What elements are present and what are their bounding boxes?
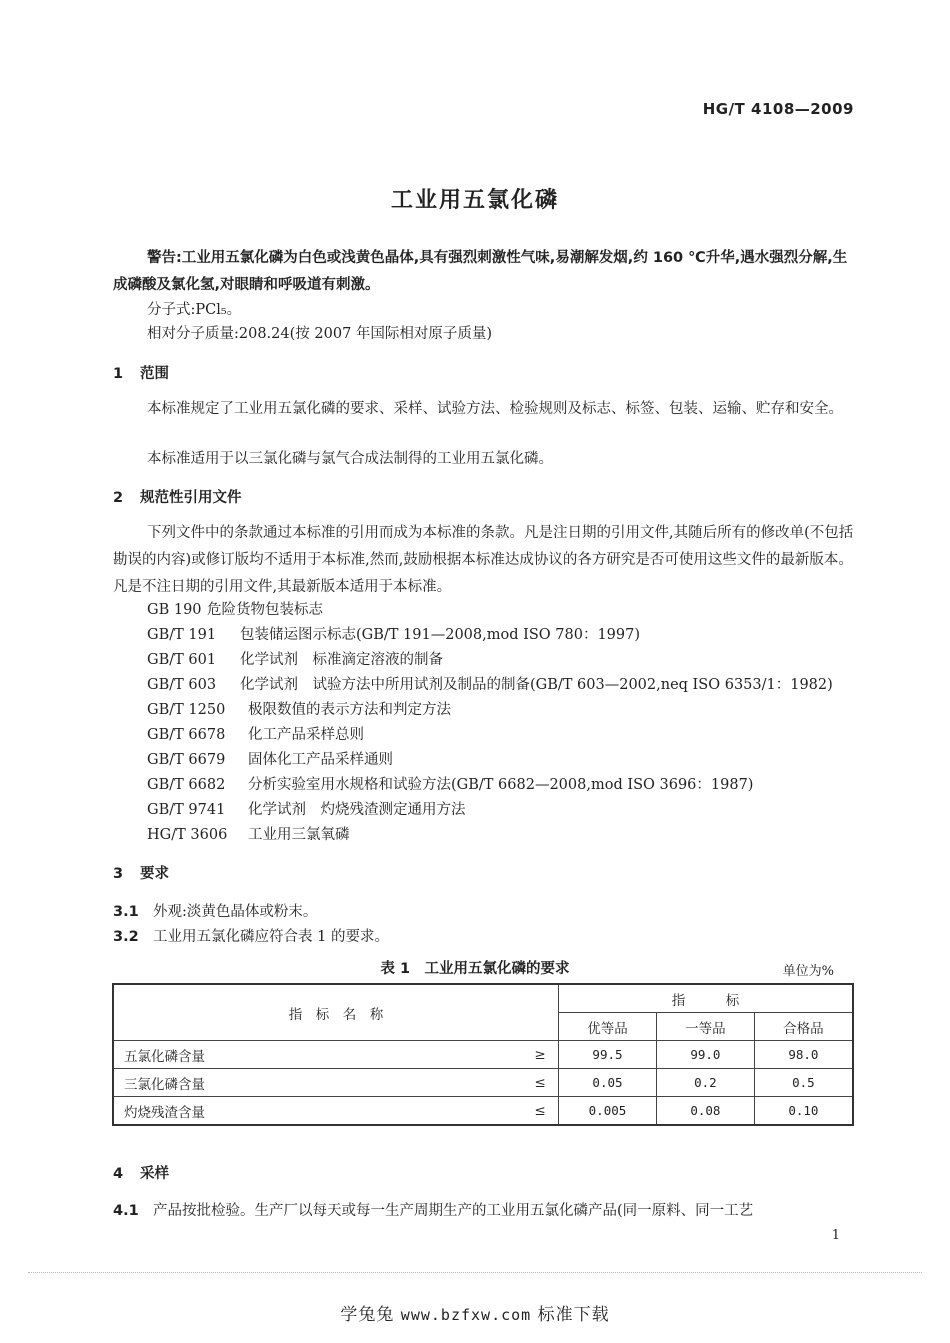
row-symbol: ≥	[530, 1041, 559, 1069]
section-number: 2	[113, 490, 124, 506]
reference-title: 化学试剂 灼烧残渣测定通用方法	[248, 802, 466, 818]
reference-title: 固体化工产品采样通则	[248, 752, 393, 768]
reference-title: 包装储运图示标志(GB/T 191—2008,mod ISO 780：1997)	[240, 627, 641, 643]
section-2-paragraph: 下列文件中的条款通过本标准的引用而成为本标准的条款。凡是注日期的引用文件,其随后所有的修改单(不包括勘误的内容)或修订版均不适用于本标准,然而,鼓励根据本标准达成协议的各方研究是否可使用这些文件的最新版本。凡是不注日期的引用文件,其最新版本适用于本标准。	[113, 525, 854, 595]
clause-3-1	[113, 900, 317, 921]
section-1-paragraph-2: 本标准适用于以三氯化磷与氯气合成法制得的工业用五氯化磷。	[147, 451, 553, 467]
clause-text: 外观:淡黄色晶体或粉末。	[153, 904, 318, 920]
section-2-heading	[113, 486, 242, 507]
reference-item	[147, 773, 753, 794]
header-grade-premium: 优等品	[559, 1013, 657, 1041]
reference-item	[147, 648, 443, 669]
reference-code: GB/T 6682	[147, 777, 226, 793]
reference-code: GB/T 1250	[147, 702, 226, 718]
footer-tail: 标准下载	[537, 1305, 610, 1325]
cell-value: 0.5	[754, 1069, 853, 1097]
footer-watermark	[0, 1300, 950, 1325]
reference-title: 化学试剂 试验方法中所用试剂及制品的制备(GB/T 603—2002,neq ISO 6353/1：1982)	[240, 677, 833, 693]
reference-code: GB 190	[147, 602, 202, 618]
clause-number: 3.1	[113, 904, 139, 920]
reference-item	[147, 623, 640, 644]
reference-code: GB/T 9741	[147, 802, 226, 818]
reference-item	[147, 723, 364, 744]
cell-value: 99.0	[656, 1041, 754, 1069]
row-name: 五氯化磷含量	[113, 1041, 530, 1069]
reference-item	[147, 798, 466, 819]
reference-item	[147, 698, 451, 719]
header-indicator-name: 指 标 名 称	[113, 984, 559, 1041]
section-number: 3	[113, 866, 124, 882]
table-row	[113, 1097, 853, 1126]
section-title: 范围	[140, 366, 169, 382]
clause-text: 工业用五氯化磷应符合表 1 的要求。	[153, 929, 389, 945]
clause-number: 3.2	[113, 929, 139, 945]
formula-line: 分子式:PCl₅。	[147, 302, 242, 318]
section-title: 采样	[140, 1166, 169, 1182]
divider	[28, 1272, 922, 1273]
requirements-table	[112, 983, 854, 1126]
reference-item	[147, 673, 833, 694]
reference-item	[147, 598, 323, 619]
footer-url-link[interactable]: www.bzfxw.com	[400, 1306, 532, 1324]
section-number: 1	[113, 366, 124, 382]
table-row	[113, 1069, 853, 1097]
clause-number: 4.1	[113, 1203, 139, 1219]
footer-site-name: 学兔兔	[340, 1305, 395, 1325]
clause-3-2	[113, 925, 389, 946]
cell-value: 0.08	[656, 1097, 754, 1126]
section-3-heading	[113, 862, 169, 883]
reference-title: 分析实验室用水规格和试验方法(GB/T 6682—2008,mod ISO 3696：1987)	[248, 777, 754, 793]
reference-title: 极限数值的表示方法和判定方法	[248, 702, 451, 718]
reference-code: GB/T 6679	[147, 752, 226, 768]
section-1-paragraph-1: 本标准规定了工业用五氯化磷的要求、采样、试验方法、检验规则及标志、标签、包装、运输、贮存和安全。	[147, 401, 843, 417]
section-4-heading	[113, 1162, 169, 1183]
cell-value: 0.2	[656, 1069, 754, 1097]
section-title: 要求	[140, 866, 169, 882]
reference-code: GB/T 601	[147, 652, 217, 668]
reference-code: GB/T 191	[147, 627, 217, 643]
section-number: 4	[113, 1166, 124, 1182]
row-symbol: ≤	[530, 1069, 559, 1097]
cell-value: 0.10	[754, 1097, 853, 1126]
reference-code: HG/T 3606	[147, 827, 228, 843]
document-title: 工业用五氯化磷	[390, 188, 559, 213]
reference-code: GB/T 6678	[147, 727, 226, 743]
reference-title: 工业用三氯氧磷	[248, 827, 350, 843]
cell-value: 0.05	[559, 1069, 657, 1097]
table-caption: 表 1 工业用五氯化磷的要求	[380, 961, 570, 977]
clause-text: 产品按批检验。生产厂以每天或每一生产周期生产的工业用五氯化磷产品(同一原料、同一工艺	[153, 1203, 754, 1219]
reference-item	[147, 823, 350, 844]
warning-paragraph: 警告:工业用五氯化磷为白色或浅黄色晶体,具有强烈刺激性气味,易潮解发烟,约 160 ℃升华,遇水强烈分解,生成磷酸及氯化氢,对眼睛和呼吸道有刺激。	[113, 250, 848, 293]
reference-title: 化学试剂 标准滴定溶液的制备	[240, 652, 443, 668]
section-title: 规范性引用文件	[140, 490, 242, 506]
row-name: 灼烧残渣含量	[113, 1097, 530, 1126]
molar-mass-line: 相对分子质量:208.24(按 2007 年国际相对原子质量)	[147, 326, 493, 342]
header-grade-first: 一等品	[656, 1013, 754, 1041]
reference-title: 危险货物包装标志	[207, 602, 323, 618]
table-unit: 单位为%	[782, 964, 834, 979]
cell-value: 99.5	[559, 1041, 657, 1069]
clause-4-1	[113, 1199, 753, 1220]
reference-item	[147, 748, 393, 769]
table-row	[113, 1041, 853, 1069]
section-1-heading	[113, 362, 169, 383]
reference-title: 化工产品采样总则	[248, 727, 364, 743]
reference-code: GB/T 603	[147, 677, 217, 693]
header-indicator: 指 标	[559, 984, 853, 1013]
cell-value: 0.005	[559, 1097, 657, 1126]
page-number: 1	[831, 1228, 840, 1243]
row-symbol: ≤	[530, 1097, 559, 1126]
standard-code: HG/T 4108—2009	[702, 100, 854, 118]
row-name: 三氯化磷含量	[113, 1069, 530, 1097]
header-grade-qualified: 合格品	[754, 1013, 853, 1041]
cell-value: 98.0	[754, 1041, 853, 1069]
